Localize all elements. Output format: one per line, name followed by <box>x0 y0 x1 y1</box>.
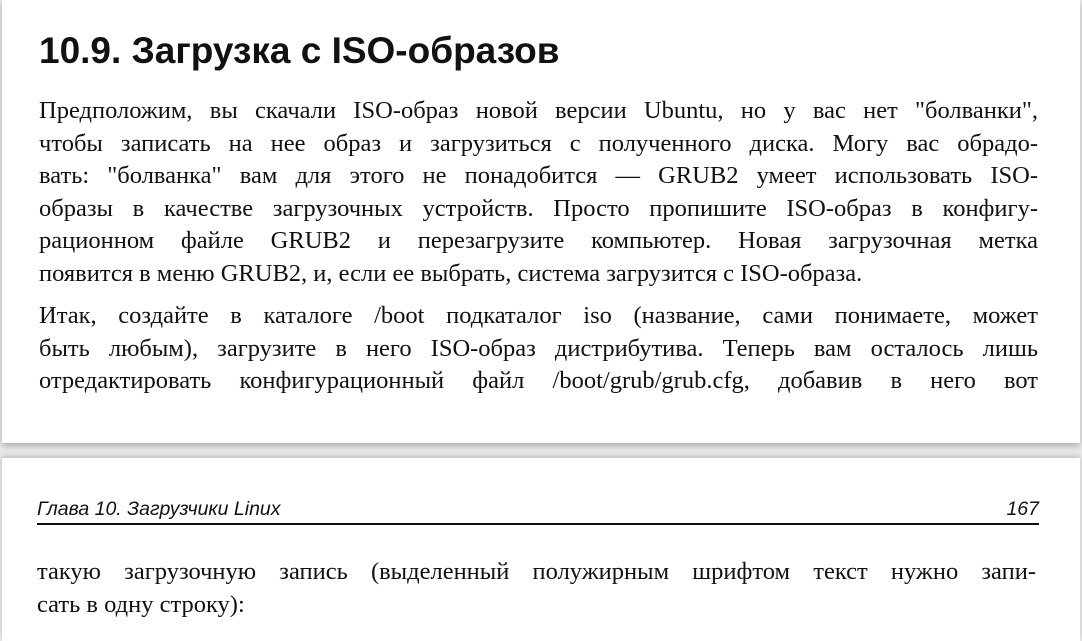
paragraph-line: такую загрузочную запись (выделенный полужирным шрифтом текст нужно запи- <box>37 558 1036 585</box>
page-number: 167 <box>1006 498 1039 520</box>
paragraph-instructions <box>39 300 1038 398</box>
paragraph-intro <box>39 95 1038 291</box>
paragraph-line: отредактировать конфигурационный файл /boot/grub/grub.cfg, добавив в него вот <box>39 367 1038 395</box>
paragraph-line: сать в одну строку): <box>37 590 245 618</box>
paragraph-line: образы в качестве загрузочных устройств. Просто пропишите ISO-образ в конфигу- <box>39 194 1038 222</box>
paragraph-line: появится в меню GRUB2, и, если ее выбрать, система загрузится с ISO-образа. <box>39 259 863 287</box>
paragraph-line: чтобы записать на нее образ и загрузиться с полученного диска. Могу вас обрадо- <box>39 129 1038 157</box>
chapter-title: Глава 10. Загрузчики Linux <box>37 498 281 520</box>
paragraph-line: рационном файле GRUB2 и перезагрузите компьютер. Новая загрузочная метка <box>39 227 1038 255</box>
paragraph-line: Итак, создайте в каталоге /boot подкаталог iso (название, сами понимаете, может <box>39 302 1038 329</box>
section-title: 10.9. Загрузка с ISO-образов <box>39 30 560 71</box>
running-header <box>37 496 1039 525</box>
document-page-upper <box>2 0 1080 443</box>
paragraph-line: быть любым), загрузите в него ISO-образ дистрибутива. Теперь вам осталось лишь <box>39 334 1038 362</box>
paragraph-line: вать: "болванка" вам для этого не понадобится — GRUB2 умеет использовать ISO- <box>39 162 1038 190</box>
paragraph-line: Предположим, вы скачали ISO-образ новой версии Ubuntu, но у вас нет "болванки", <box>39 97 1038 124</box>
paragraph-continuation <box>37 556 1036 621</box>
